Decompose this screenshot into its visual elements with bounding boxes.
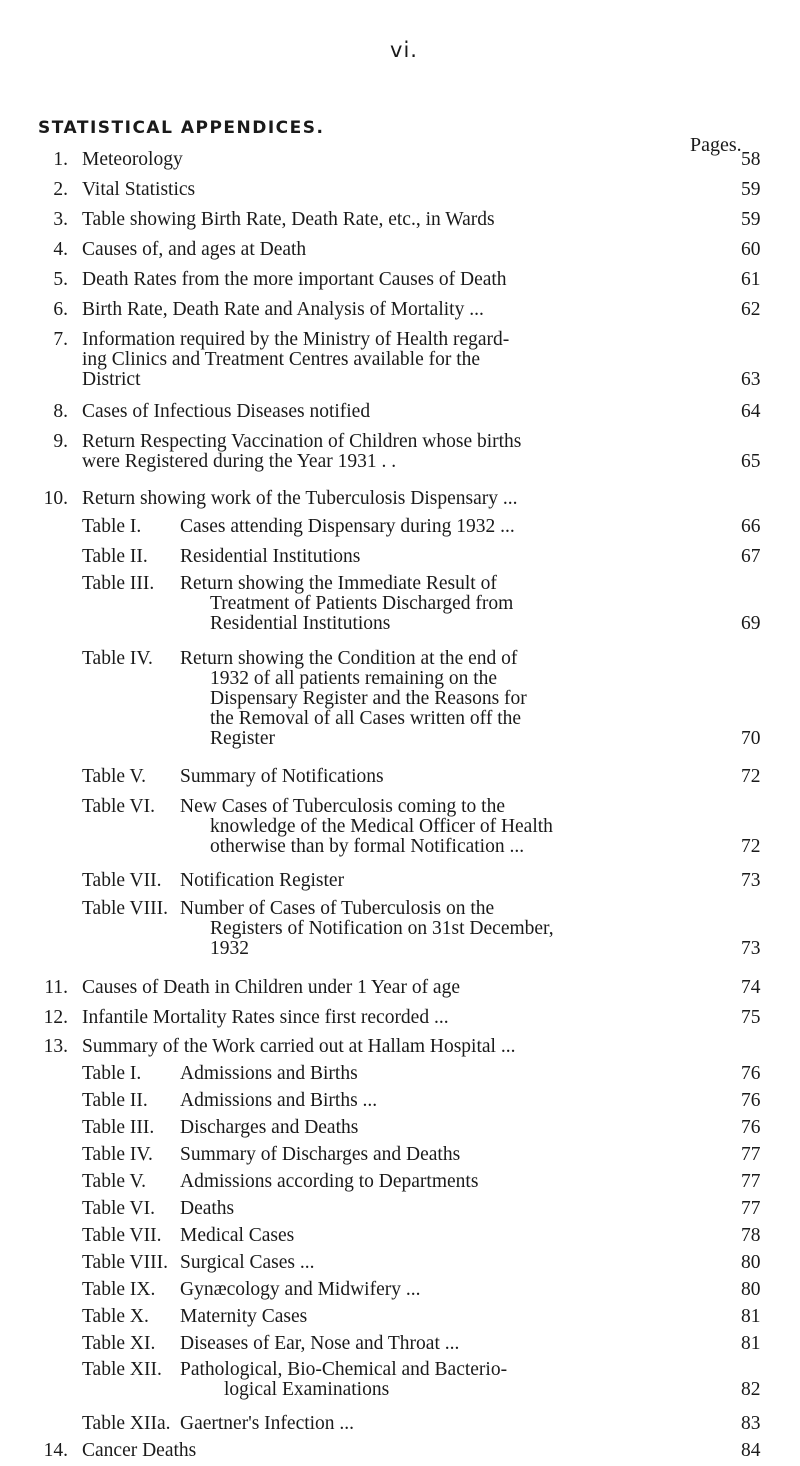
hospital-table-entry [0, 1360, 800, 1400]
toc-entry [0, 432, 800, 472]
entry-text-line: Admissions and Births [180, 1063, 358, 1084]
tb-table-entry [0, 574, 800, 634]
toc-entry [0, 489, 800, 509]
page-ref: 63 [741, 369, 761, 390]
hospital-table-entry [0, 1172, 800, 1192]
page-ref: 75 [741, 1007, 761, 1028]
entry-text-line: the Removal of all Cases written off the [210, 708, 522, 729]
entry-text-line: Information required by the Ministry of Health regard- [82, 329, 510, 350]
entry-text-line: Return showing the Condition at the end of [180, 648, 518, 669]
entry-number: 6. [53, 299, 68, 320]
entry-text-line: Infantile Mortality Rates since first recorded ... [82, 1007, 449, 1028]
entry-text-line: Pathological, Bio-Chemical and Bacterio- [180, 1359, 508, 1380]
tb-table-entry [0, 649, 800, 749]
toc-entry [0, 1441, 800, 1461]
entry-text-line: 1932 [210, 938, 249, 959]
entry-text-line: ing Clinics and Treatment Centres available for the [82, 349, 481, 370]
entry-number: 11. [44, 977, 68, 998]
tb-table-entry [0, 797, 800, 857]
entry-text-line: Admissions according to Departments [180, 1171, 479, 1192]
entry-text-line: Deaths [180, 1198, 235, 1219]
entry-number: 2. [53, 179, 68, 200]
toc-entry [0, 978, 800, 998]
entry-number: 14. [43, 1440, 68, 1461]
tb-table-entry [0, 871, 800, 891]
hospital-table-entry [0, 1307, 800, 1327]
table-label: Table XIIa. [82, 1413, 171, 1434]
entry-text-line: Gynæcology and Midwifery ... [180, 1279, 421, 1300]
page-ref: 67 [741, 546, 761, 567]
page-ref: 73 [741, 938, 761, 959]
page-ref: 61 [741, 269, 761, 290]
table-label: Table I. [82, 1063, 142, 1084]
entry-number: 12. [43, 1007, 68, 1028]
page-ref: 81 [741, 1306, 761, 1327]
entry-text-line: Death Rates from the more important Causes of Death [82, 269, 507, 290]
entry-text-line: Return showing the Immediate Result of [180, 573, 497, 594]
toc-entry [0, 270, 800, 290]
page-ref: 76 [741, 1063, 761, 1084]
entry-text-line: Admissions and Births ... [180, 1090, 378, 1111]
page-ref: 58 [741, 149, 761, 170]
page-ref: 59 [741, 179, 761, 200]
entry-text-line: New Cases of Tuberculosis coming to the [180, 796, 505, 817]
page-ref: 65 [741, 451, 761, 472]
entry-text-line: Residential Institutions [210, 613, 391, 634]
entry-text-line: Return Respecting Vaccination of Children whose births [82, 431, 522, 452]
table-label: Table III. [82, 1117, 155, 1138]
tb-table-entry [0, 517, 800, 537]
entry-text-line: logical Examinations [224, 1379, 390, 1400]
page-ref: 62 [741, 299, 761, 320]
hospital-table-entry [0, 1091, 800, 1111]
page-ref: 69 [741, 613, 761, 634]
table-label: Table III. [82, 573, 155, 594]
entry-text-line: Notification Register [180, 870, 345, 891]
hospital-table-entry [0, 1199, 800, 1219]
table-label: Table VII. [82, 1225, 162, 1246]
entry-number: 9. [53, 431, 68, 452]
toc-entry [0, 300, 800, 320]
table-label: Table I. [82, 516, 142, 537]
toc-entry [0, 1037, 800, 1057]
entry-text-line: Summary of the Work carried out at Hallam Hospital ... [82, 1036, 516, 1057]
table-label: Table V. [82, 766, 146, 787]
entry-number: 1. [53, 149, 68, 170]
pages-column-label: Pages. [690, 134, 742, 156]
entry-text-line: Cases attending Dispensary during 1932 ... [180, 516, 515, 537]
toc-entry [0, 402, 800, 422]
toc-entry [0, 330, 800, 390]
hospital-table-entry [0, 1253, 800, 1273]
table-label: Table XI. [82, 1333, 156, 1354]
table-label: Table V. [82, 1171, 146, 1192]
entry-text-line: Dispensary Register and the Reasons for [210, 688, 527, 709]
page-ref: 76 [741, 1090, 761, 1111]
entry-text-line: Gaertner's Infection ... [180, 1413, 355, 1434]
hospital-table-entry [0, 1118, 800, 1138]
entry-text-line: otherwise than by formal Notification ... [210, 836, 525, 857]
hospital-table-entry [0, 1414, 800, 1434]
hospital-table-entry [0, 1226, 800, 1246]
tb-table-entry [0, 899, 800, 959]
hospital-table-entry [0, 1145, 800, 1165]
hospital-table-entry [0, 1064, 800, 1084]
table-label: Table IX. [82, 1279, 156, 1300]
page-ref: 83 [741, 1413, 761, 1434]
entry-text-line: knowledge of the Medical Officer of Health [210, 816, 553, 837]
entry-number: 13. [43, 1036, 68, 1057]
entry-text-line: Meteorology [82, 149, 183, 170]
entry-number: 10. [43, 488, 68, 509]
entry-text-line: District [82, 369, 141, 390]
entry-text-line: Diseases of Ear, Nose and Throat ... [180, 1333, 460, 1354]
entry-number: 3. [53, 209, 68, 230]
entry-text-line: Table showing Birth Rate, Death Rate, etc., in Wards [82, 209, 495, 230]
tb-table-entry [0, 767, 800, 787]
entry-text-line: Treatment of Patients Discharged from [210, 593, 514, 614]
page-ref: 72 [741, 836, 761, 857]
page-ref: 82 [741, 1379, 761, 1400]
entry-text-line: Maternity Cases [180, 1306, 308, 1327]
toc-entry [0, 1008, 800, 1028]
entry-text-line: Birth Rate, Death Rate and Analysis of Mortality ... [82, 299, 484, 320]
table-label: Table IV. [82, 648, 153, 669]
entry-number: 7. [53, 329, 68, 350]
page-ref: 76 [741, 1117, 761, 1138]
table-label: Table VII. [82, 870, 162, 891]
page-ref: 78 [741, 1225, 761, 1246]
table-label: Table XII. [82, 1359, 162, 1380]
page-ref: 64 [741, 401, 761, 422]
entry-text-line: Return showing work of the Tuberculosis Dispensary ... [82, 488, 518, 509]
page-ref: 59 [741, 209, 761, 230]
page-ref: 70 [741, 728, 761, 749]
table-label: Table II. [82, 1090, 148, 1111]
section-heading: STATISTICAL APPENDICES. [38, 118, 325, 138]
page-ref: 80 [741, 1252, 761, 1273]
entry-text-line: Cases of Infectious Diseases notified [82, 401, 371, 422]
page-ref: 60 [741, 239, 761, 260]
table-label: Table VI. [82, 1198, 156, 1219]
page-number: vi. [390, 38, 418, 62]
entry-text-line: Vital Statistics [82, 179, 196, 200]
entry-text-line: were Registered during the Year 1931 . . [82, 451, 397, 472]
entry-number: 5. [53, 269, 68, 290]
entry-number: 8. [53, 401, 68, 422]
page-ref: 81 [741, 1333, 761, 1354]
page-ref: 84 [741, 1440, 761, 1461]
page-ref: 74 [741, 977, 761, 998]
page-ref: 77 [741, 1171, 761, 1192]
entry-text-line: Number of Cases of Tuberculosis on the [180, 898, 495, 919]
entry-text-line: Medical Cases [180, 1225, 295, 1246]
toc-entry [0, 240, 800, 260]
entry-text-line: 1932 of all patients remaining on the [210, 668, 498, 689]
toc-entry [0, 180, 800, 200]
table-label: Table VIII. [82, 898, 168, 919]
page-ref: 77 [741, 1198, 761, 1219]
table-label: Table II. [82, 546, 148, 567]
toc-entry [0, 150, 800, 170]
entry-text-line: Surgical Cases ... [180, 1252, 315, 1273]
hospital-table-entry [0, 1334, 800, 1354]
entry-number: 4. [53, 239, 68, 260]
entry-text-line: Registers of Notification on 31st December, [210, 918, 554, 939]
table-label: Table VI. [82, 796, 156, 817]
table-label: Table X. [82, 1306, 149, 1327]
entry-text-line: Residential Institutions [180, 546, 361, 567]
table-label: Table VIII. [82, 1252, 168, 1273]
entry-text-line: Cancer Deaths [82, 1440, 197, 1461]
entry-text-line: Discharges and Deaths [180, 1117, 359, 1138]
page-ref: 66 [741, 516, 761, 537]
page-ref: 80 [741, 1279, 761, 1300]
page-ref: 77 [741, 1144, 761, 1165]
entry-text-line: Summary of Notifications [180, 766, 384, 787]
page-ref: 73 [741, 870, 761, 891]
hospital-table-entry [0, 1280, 800, 1300]
entry-text-line: Summary of Discharges and Deaths [180, 1144, 461, 1165]
toc-entry [0, 210, 800, 230]
tb-table-entry [0, 547, 800, 567]
page-ref: 72 [741, 766, 761, 787]
table-label: Table IV. [82, 1144, 153, 1165]
entry-text-line: Register [210, 728, 275, 749]
entry-text-line: Causes of, and ages at Death [82, 239, 307, 260]
entry-text-line: Causes of Death in Children under 1 Year of age [82, 977, 460, 998]
